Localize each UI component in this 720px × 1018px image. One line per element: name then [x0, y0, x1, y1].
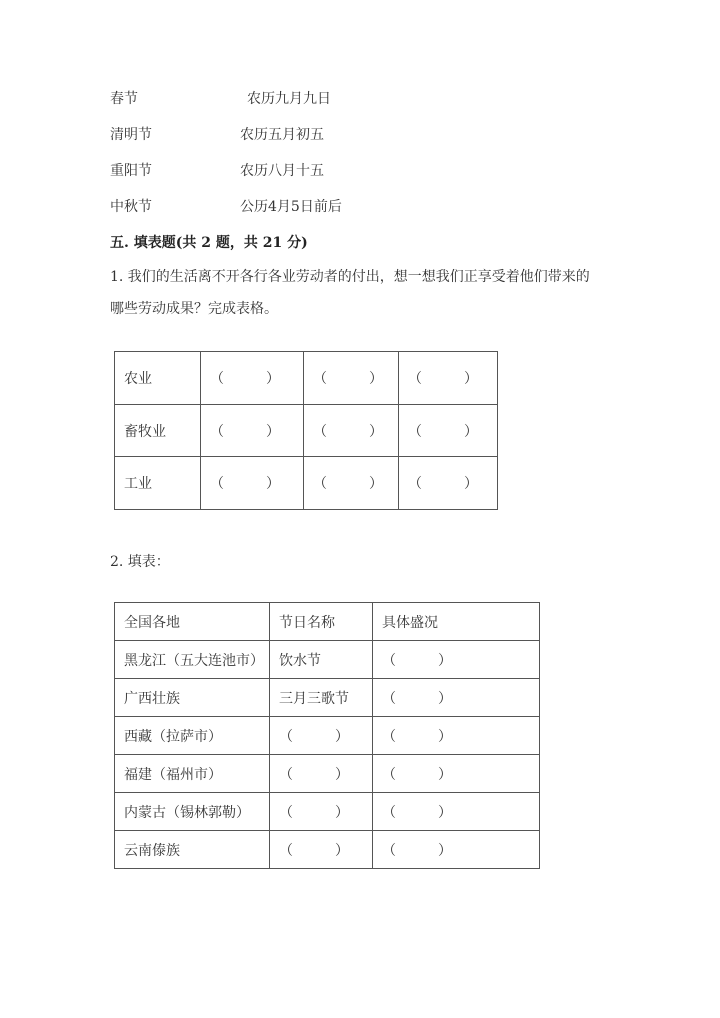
- festivals-table: [114, 602, 540, 869]
- answer-blank[interactable]: （ ）: [270, 831, 373, 869]
- answer-blank[interactable]: （ ）: [270, 717, 373, 755]
- place-cell: 内蒙古（锡林郭勒）: [115, 793, 270, 831]
- labor-results-table: [114, 351, 498, 510]
- festival-name: 中秋节: [110, 199, 152, 215]
- festival-cell: 三月三歌节: [270, 679, 373, 717]
- answer-blank[interactable]: （ ）: [373, 717, 540, 755]
- answer-blank[interactable]: （ ）: [373, 641, 540, 679]
- table-header-row: [115, 603, 540, 641]
- answer-blank[interactable]: （ ）: [373, 755, 540, 793]
- answer-blank[interactable]: （ ）: [399, 405, 498, 457]
- place-cell: 西藏（拉萨市）: [115, 717, 270, 755]
- table-row: [115, 793, 540, 831]
- answer-blank[interactable]: （ ）: [201, 405, 304, 457]
- table-row: [115, 679, 540, 717]
- festival-cell: 饮水节: [270, 641, 373, 679]
- answer-blank[interactable]: （ ）: [304, 405, 399, 457]
- festival-name: 春节: [110, 91, 138, 107]
- festival-name: 重阳节: [110, 163, 152, 179]
- answer-blank[interactable]: （ ）: [399, 352, 498, 405]
- answer-blank[interactable]: （ ）: [373, 793, 540, 831]
- industry-label: 农业: [115, 352, 201, 405]
- table-row: [115, 755, 540, 793]
- industry-label: 工业: [115, 457, 201, 510]
- column-header: 节日名称: [270, 603, 373, 641]
- place-cell: 福建（福州市）: [115, 755, 270, 793]
- answer-blank[interactable]: （ ）: [399, 457, 498, 510]
- table-row: [115, 457, 498, 510]
- question-1-text-cont: 哪些劳动成果？完成表格。: [110, 301, 278, 317]
- place-cell: 黑龙江（五大连池市）: [115, 641, 270, 679]
- column-header: 全国各地: [115, 603, 270, 641]
- answer-blank[interactable]: （ ）: [304, 457, 399, 510]
- answer-blank[interactable]: （ ）: [270, 755, 373, 793]
- table-row: [115, 405, 498, 457]
- place-cell: 广西壮族: [115, 679, 270, 717]
- festival-date: 农历五月初五: [240, 127, 324, 143]
- festival-name: 清明节: [110, 127, 152, 143]
- table-row: [115, 641, 540, 679]
- answer-blank[interactable]: （ ）: [373, 679, 540, 717]
- festival-date: 农历九月九日: [247, 91, 331, 107]
- industry-label: 畜牧业: [115, 405, 201, 457]
- question-1-text: 1. 我们的生活离不开各行各业劳动者的付出，想一想我们正享受着他们带来的: [110, 269, 590, 285]
- festival-date: 农历八月十五: [240, 163, 324, 179]
- place-cell: 云南傣族: [115, 831, 270, 869]
- table-row: [115, 352, 498, 405]
- table-row: [115, 717, 540, 755]
- column-header: 具体盛况: [373, 603, 540, 641]
- answer-blank[interactable]: （ ）: [270, 793, 373, 831]
- festival-date: 公历4月5日前后: [240, 199, 342, 215]
- question-2-text: 2. 填表：: [110, 554, 170, 570]
- answer-blank[interactable]: （ ）: [373, 831, 540, 869]
- table-row: [115, 831, 540, 869]
- answer-blank[interactable]: （ ）: [201, 457, 304, 510]
- section-title: 五. 填表题(共 2 题，共 21 分): [110, 235, 308, 251]
- answer-blank[interactable]: （ ）: [304, 352, 399, 405]
- answer-blank[interactable]: （ ）: [201, 352, 304, 405]
